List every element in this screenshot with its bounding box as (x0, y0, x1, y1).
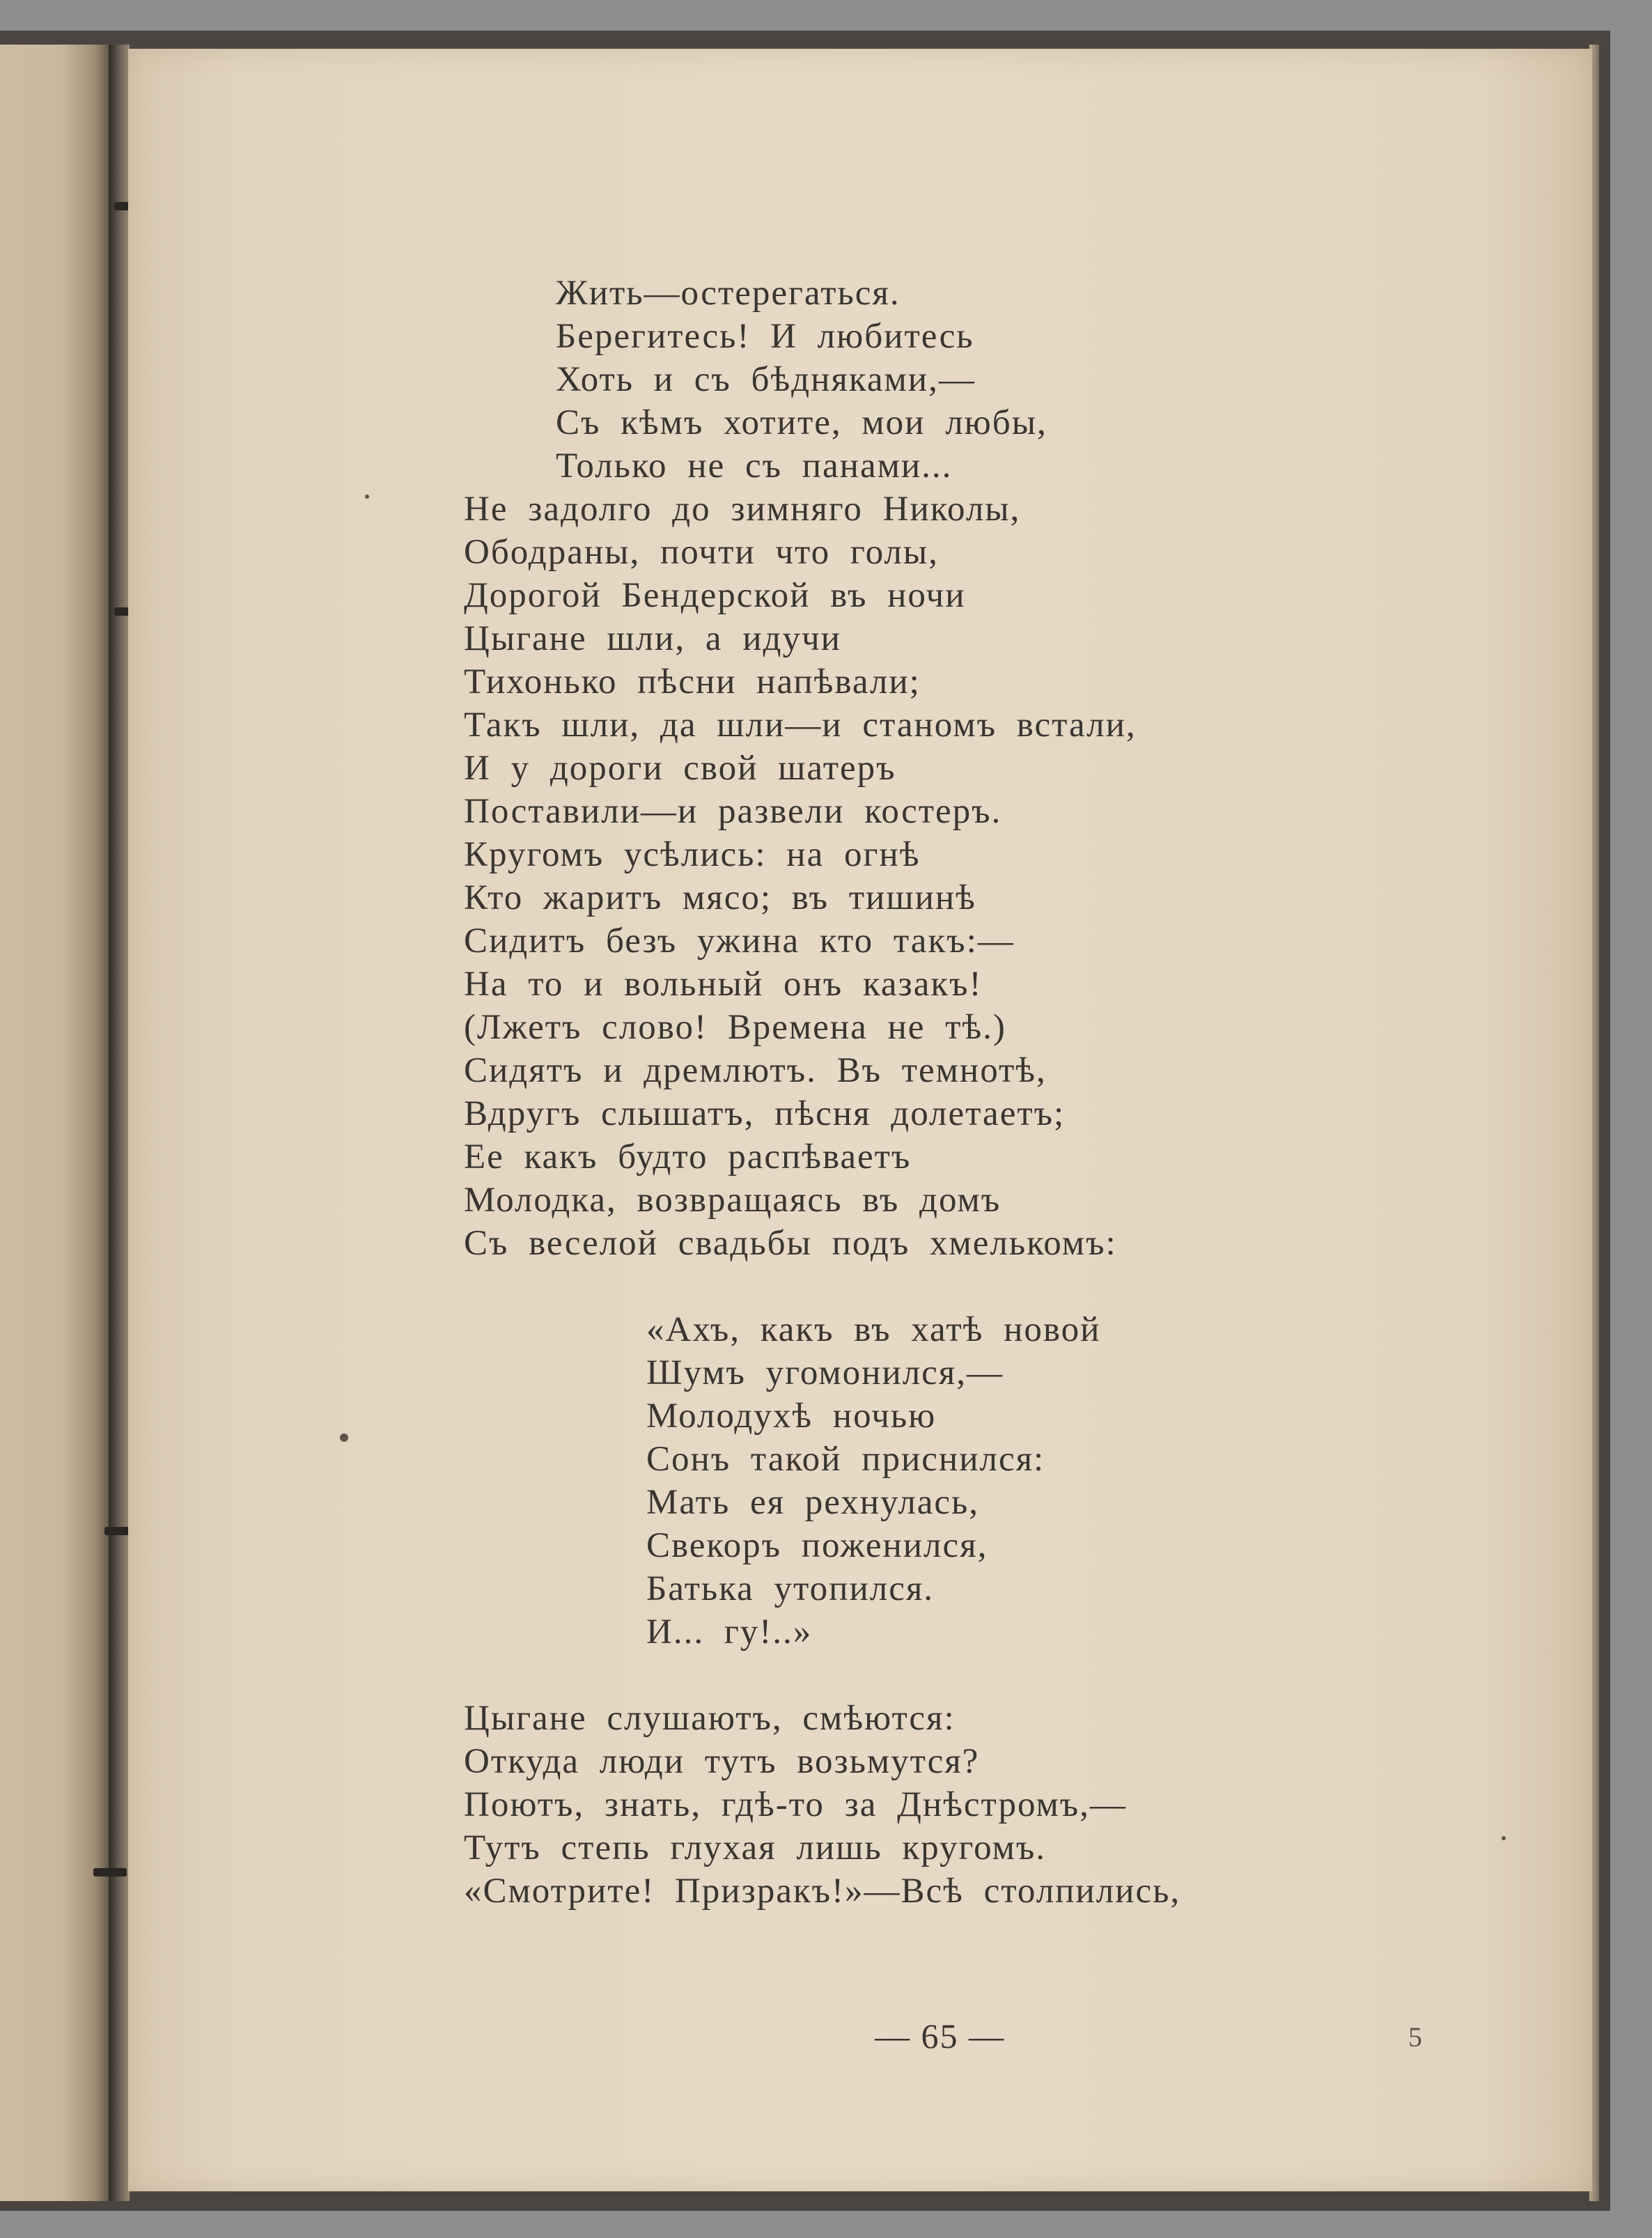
poem-line: Хоть и съ бѣдняками,— (556, 360, 976, 399)
poem-line: Поставили—и развели костеръ. (464, 792, 1002, 831)
song-line: «Ахъ, какъ въ хатѣ новой (646, 1310, 1101, 1349)
poem-line: Цыгане слушаютъ, смѣются: (464, 1699, 956, 1738)
page-number: — 65 — (875, 2016, 1005, 2056)
poem-line: (Лжетъ слово! Времена не тѣ.) (464, 1008, 1006, 1047)
poem-line: И у дороги свой шатеръ (464, 749, 896, 788)
poem-line: «Смотрите! Призракъ!»—Всѣ столпились, (464, 1872, 1181, 1911)
poem-line: Сидятъ и дремлютъ. Въ темнотѣ, (464, 1051, 1047, 1090)
paper-speck (365, 495, 369, 499)
poem-line: Тихонько пѣсни напѣвали; (464, 662, 921, 701)
signature-mark: 5 (1408, 2021, 1422, 2053)
poem-line: Берегитесь! И любитесь (556, 317, 974, 356)
song-line: Свекоръ поженился, (646, 1526, 988, 1565)
book-gutter (109, 45, 130, 2201)
poem-text (128, 49, 1592, 2191)
binding-stitch (93, 1868, 127, 1876)
song-line: Батька утопился. (646, 1569, 935, 1608)
poem-line: Молодка, возвращаясь въ домъ (464, 1181, 1002, 1220)
poem-line: Ее какъ будто распѣваетъ (464, 1137, 912, 1176)
poem-line: Вдругъ слышатъ, пѣсня долетаетъ; (464, 1094, 1066, 1133)
poem-line: Дорогой Бендерской въ ночи (464, 576, 966, 615)
poem-line: Тутъ степь глухая лишь кругомъ. (464, 1828, 1047, 1867)
facing-page (0, 45, 111, 2201)
poem-line: Откуда люди тутъ возьмутся? (464, 1742, 980, 1781)
poem-line: Жить—остерегаться. (556, 274, 901, 313)
song-line: Молодухѣ ночью (646, 1397, 937, 1436)
poem-line: На то и вольный онъ казакъ! (464, 965, 983, 1004)
paper-speck (1502, 1836, 1506, 1840)
book-page (128, 49, 1592, 2191)
song-line: Сонъ такой приснился: (646, 1440, 1045, 1479)
poem-line: Цыгане шли, а идучи (464, 619, 841, 658)
poem-line: Не задолго до зимняго Николы, (464, 490, 1021, 529)
poem-line: Кто жаритъ мясо; въ тишинѣ (464, 878, 976, 917)
poem-line: Сидитъ безъ ужина кто такъ:— (464, 922, 1015, 961)
poem-line: Такъ шли, да шли—и станомъ встали, (464, 706, 1137, 745)
poem-line: Поютъ, знать, гдѣ-то за Днѣстромъ,— (464, 1785, 1127, 1824)
poem-line: Съ веселой свадьбы подъ хмелькомъ: (464, 1224, 1117, 1263)
poem-line: Только не съ панами... (556, 446, 953, 485)
poem-line: Ободраны, почти что голы, (464, 533, 939, 572)
song-line: И... гу!..» (646, 1613, 813, 1652)
poem-line: Кругомъ усѣлись: на огнѣ (464, 835, 921, 874)
song-line: Мать ея рехнулась, (646, 1483, 980, 1522)
song-line: Шумъ угомонился,— (646, 1353, 1004, 1392)
paper-speck (340, 1433, 348, 1442)
poem-line: Съ кѣмъ хотите, мои любы, (556, 403, 1047, 442)
